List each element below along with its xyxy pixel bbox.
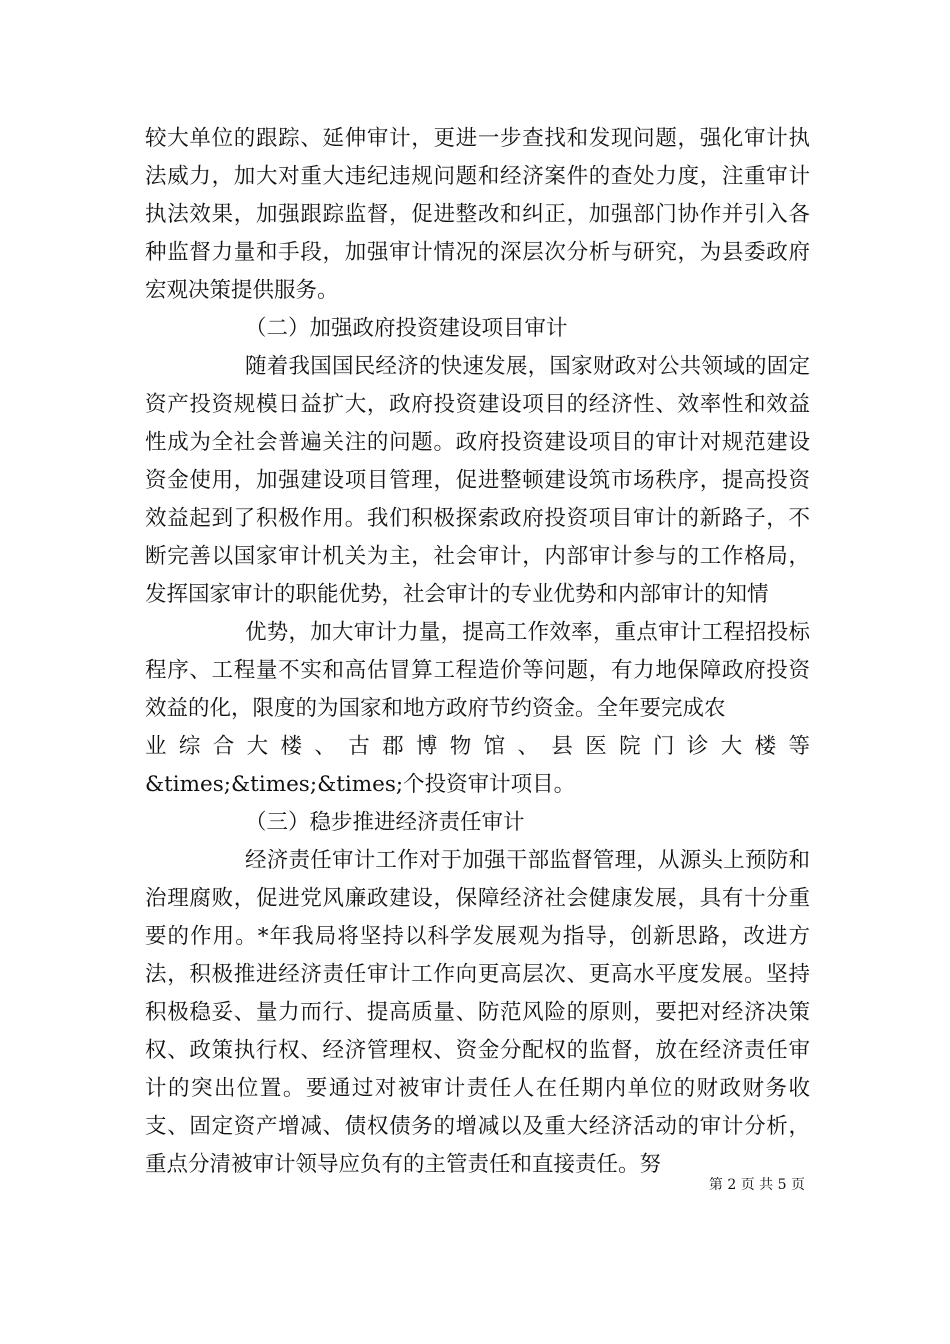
section-heading: （三）稳步推进经济责任审计: [245, 810, 525, 835]
section-heading: （二）加强政府投资建设项目审计: [245, 316, 568, 341]
body-paragraph: 较大单位的跟踪、延伸审计，更进一步查找和发现问题，强化审计执法威力，加大对重大违纪违规问题和经济案件的查处力度，注重审计执法效果，加强跟踪监督，促进整改和纠正，加强部门协作并引入各种监督力量和手段，加强审计情况的深层次分析与研究，为县委政府宏观决策提供服务。: [145, 126, 810, 303]
body-paragraph: 随着我国国民经济的快速发展，国家财政对公共领域的固定资产投资规模日益扩大，政府投资建设项目的经济性、效率性和效益性成为全社会普遍关注的问题。政府投资建设项目的审计对规范建设资金使用，加强建设项目管理，促进整顿建设筑市场秩序，提高投资效益起到了积极作用。我们积极探索政府投资项目审计的新路子，不断完善以国家审计机关为主，社会审计，内部审计参与的工作格局，发挥国家审计的职能优势，社会审计的专业优势和内部审计的知情: [145, 354, 810, 607]
body-paragraph: 优势，加大审计力量，提高工作效率，重点审计工程招投标程序、工程量不实和高估冒算工程造价等问题，有力地保障政府投资效益的化，限度的为国家和地方政府节约资金。全年要完成农: [145, 620, 810, 721]
body-paragraph-line: 业综合大楼、古郡博物馆、县医院门诊大楼等: [145, 734, 810, 759]
document-body: [145, 120, 810, 1184]
body-paragraph-line: &times;&times;&times;个投资审计项目。: [145, 772, 576, 797]
page-number-footer: 第 2 页 共 5 页: [708, 1177, 805, 1193]
body-paragraph: 经济责任审计工作对于加强干部监督管理，从源头上预防和治理腐败，促进党风廉政建设，保障经济社会健康发展，具有十分重要的作用。*年我局将坚持以科学发展观为指导，创新思路，改进方法，积极推进经济责任审计工作向更高层次、更高水平度发展。坚持积极稳妥、量力而行、提高质量、防范风险的原则，要把对经济决策权、政策执行权、经济管理权、资金分配权的监督，放在经济责任审计的突出位置。要通过对被审计责任人在任期内单位的财政财务收支、固定资产增减、债权债务的增减以及重大经济活动的审计分析，重点分清被审计领导应负有的主管责任和直接责任。努: [145, 848, 810, 1177]
